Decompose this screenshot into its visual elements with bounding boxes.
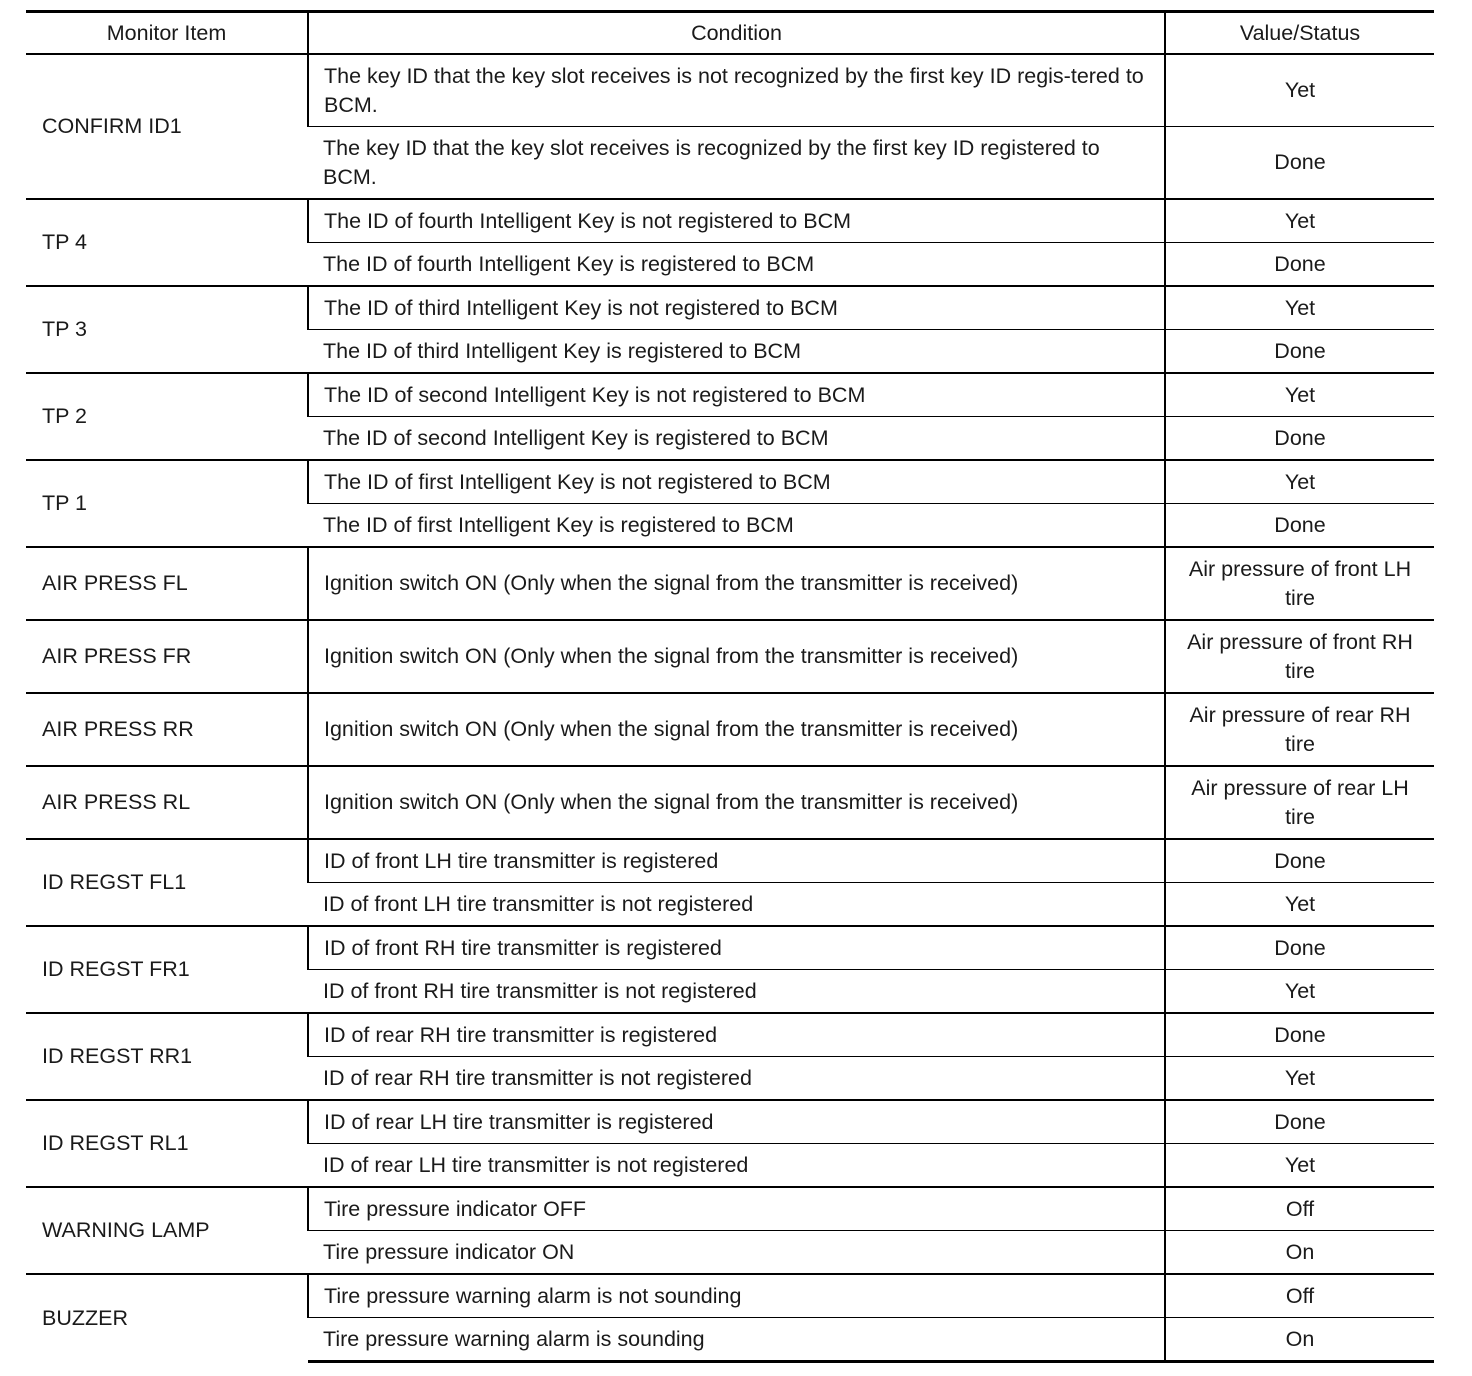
value-status-cell: Yet	[1165, 199, 1434, 243]
condition-cell: Tire pressure warning alarm is not sounding	[308, 1274, 1165, 1318]
monitor-item-cell: AIR PRESS RL	[26, 766, 308, 839]
condition-cell: The ID of first Intelligent Key is registered to BCM	[308, 504, 1165, 548]
condition-cell: ID of front RH tire transmitter is not registered	[308, 970, 1165, 1014]
condition-cell: ID of front LH tire transmitter is not registered	[308, 883, 1165, 927]
value-status-cell: Done	[1165, 127, 1434, 200]
condition-cell: Ignition switch ON (Only when the signal from the transmitter is received)	[308, 693, 1165, 766]
value-status-cell: Yet	[1165, 373, 1434, 417]
monitor-item-cell: TP 4	[26, 199, 308, 286]
monitor-item-cell: WARNING LAMP	[26, 1187, 308, 1274]
value-status-cell: Done	[1165, 243, 1434, 287]
table-row	[26, 766, 1434, 839]
monitor-item-cell: BUZZER	[26, 1274, 308, 1362]
value-status-cell: Air pressure of front RH tire	[1165, 620, 1434, 693]
table-row	[26, 547, 1434, 620]
value-status-cell: Done	[1165, 504, 1434, 548]
condition-cell: Ignition switch ON (Only when the signal from the transmitter is received)	[308, 766, 1165, 839]
table-row	[26, 373, 1434, 417]
monitor-item-cell: ID REGST FR1	[26, 926, 308, 1013]
header-monitor-item: Monitor Item	[26, 12, 308, 55]
header-condition: Condition	[308, 12, 1165, 55]
table-row	[26, 460, 1434, 504]
table-row	[26, 693, 1434, 766]
value-status-cell: Done	[1165, 1013, 1434, 1057]
monitor-item-cell: ID REGST RR1	[26, 1013, 308, 1100]
monitor-item-cell: AIR PRESS RR	[26, 693, 308, 766]
value-status-cell: On	[1165, 1231, 1434, 1275]
monitor-item-cell: TP 1	[26, 460, 308, 547]
condition-cell: ID of rear RH tire transmitter is not registered	[308, 1057, 1165, 1101]
condition-cell: ID of rear LH tire transmitter is not registered	[308, 1144, 1165, 1188]
condition-cell: The ID of fourth Intelligent Key is registered to BCM	[308, 243, 1165, 287]
condition-cell: The ID of third Intelligent Key is registered to BCM	[308, 330, 1165, 374]
table-row	[26, 1274, 1434, 1318]
value-status-cell: Done	[1165, 839, 1434, 883]
value-status-cell: On	[1165, 1318, 1434, 1362]
header-row	[26, 12, 1434, 55]
table-row	[26, 1013, 1434, 1057]
condition-cell: The key ID that the key slot receives is not recognized by the first key ID regis-tered to BCM.	[308, 54, 1165, 127]
table-row	[26, 839, 1434, 883]
monitor-item-cell: ID REGST FL1	[26, 839, 308, 926]
value-status-cell: Off	[1165, 1187, 1434, 1231]
table-header	[26, 12, 1434, 55]
condition-cell: ID of front LH tire transmitter is registered	[308, 839, 1165, 883]
monitor-table	[26, 10, 1434, 1363]
condition-cell: ID of rear LH tire transmitter is registered	[308, 1100, 1165, 1144]
table-row	[26, 286, 1434, 330]
monitor-item-cell: TP 2	[26, 373, 308, 460]
monitor-item-cell: AIR PRESS FL	[26, 547, 308, 620]
condition-cell: Ignition switch ON (Only when the signal from the transmitter is received)	[308, 620, 1165, 693]
condition-cell: Tire pressure indicator ON	[308, 1231, 1165, 1275]
condition-cell: Ignition switch ON (Only when the signal from the transmitter is received)	[308, 547, 1165, 620]
monitor-item-cell: ID REGST RL1	[26, 1100, 308, 1187]
condition-cell: The ID of fourth Intelligent Key is not registered to BCM	[308, 199, 1165, 243]
value-status-cell: Air pressure of front LH tire	[1165, 547, 1434, 620]
value-status-cell: Done	[1165, 417, 1434, 461]
document-page	[26, 10, 1434, 1363]
table-row	[26, 54, 1434, 127]
table-row	[26, 1187, 1434, 1231]
condition-cell: The ID of second Intelligent Key is registered to BCM	[308, 417, 1165, 461]
value-status-cell: Yet	[1165, 1057, 1434, 1101]
value-status-cell: Yet	[1165, 883, 1434, 927]
header-value-status: Value/Status	[1165, 12, 1434, 55]
value-status-cell: Yet	[1165, 54, 1434, 127]
condition-cell: The key ID that the key slot receives is recognized by the first key ID registered to BCM.	[308, 127, 1165, 200]
monitor-item-cell: AIR PRESS FR	[26, 620, 308, 693]
value-status-cell: Air pressure of rear LH tire	[1165, 766, 1434, 839]
value-status-cell: Air pressure of rear RH tire	[1165, 693, 1434, 766]
condition-cell: Tire pressure warning alarm is sounding	[308, 1318, 1165, 1362]
condition-cell: The ID of second Intelligent Key is not registered to BCM	[308, 373, 1165, 417]
condition-cell: ID of rear RH tire transmitter is registered	[308, 1013, 1165, 1057]
condition-cell: The ID of third Intelligent Key is not registered to BCM	[308, 286, 1165, 330]
condition-cell: ID of front RH tire transmitter is registered	[308, 926, 1165, 970]
monitor-item-cell: CONFIRM ID1	[26, 54, 308, 199]
table-body	[26, 54, 1434, 1362]
condition-cell: Tire pressure indicator OFF	[308, 1187, 1165, 1231]
value-status-cell: Yet	[1165, 970, 1434, 1014]
value-status-cell: Off	[1165, 1274, 1434, 1318]
value-status-cell: Done	[1165, 1100, 1434, 1144]
value-status-cell: Done	[1165, 330, 1434, 374]
table-row	[26, 926, 1434, 970]
value-status-cell: Yet	[1165, 460, 1434, 504]
value-status-cell: Yet	[1165, 286, 1434, 330]
table-row	[26, 199, 1434, 243]
value-status-cell: Yet	[1165, 1144, 1434, 1188]
table-row	[26, 1100, 1434, 1144]
monitor-item-cell: TP 3	[26, 286, 308, 373]
condition-cell: The ID of first Intelligent Key is not registered to BCM	[308, 460, 1165, 504]
table-row	[26, 620, 1434, 693]
value-status-cell: Done	[1165, 926, 1434, 970]
